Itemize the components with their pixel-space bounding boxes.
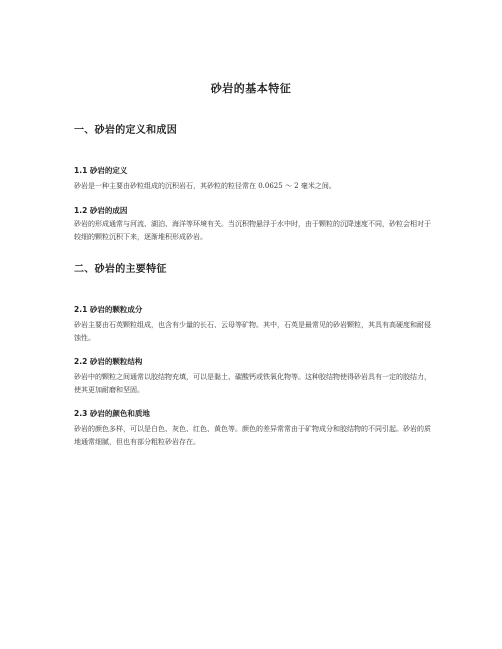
paragraph-1-1: 砂岩是一种主要由砂粒组成的沉积岩石，其砂粒的粒径常在 0.0625 ～ 2 毫米之间。 [74, 182, 336, 190]
subsection-heading-1-1: 1.1 砂岩的定义 [74, 166, 128, 175]
subsection-heading-2-3: 2.3 砂岩的颜色和质地 [74, 409, 150, 418]
subsection-heading-2-1: 2.1 砂岩的颗粒成分 [74, 305, 143, 314]
subsection-heading-1-2: 1.2 砂岩的成因 [74, 206, 128, 215]
section-heading-features: 二、砂岩的主要特征 [74, 264, 167, 275]
document-title: 砂岩的基本特征 [210, 82, 292, 95]
subsection-heading-2-2: 2.2 砂岩的颗粒结构 [74, 357, 143, 366]
paragraph-2-1: 砂岩主要由石英颗粒组成，也含有少量的长石、云母等矿物。其中，石英是最常见的砂岩颗粒，其具有高硬度和耐侵蚀性。 [74, 321, 431, 342]
section-heading-definition: 一、砂岩的定义和成因 [74, 125, 177, 136]
paragraph-2-2: 砂岩中的颗粒之间通常以胶结物充填，可以是黏土、碳酸钙或铁氧化物等。这种胶结物使得砂岩具有一定的胶结力，使其更加耐磨和坚固。 [74, 373, 431, 394]
paragraph-2-3: 砂岩的颜色多样，可以是白色、灰色、红色、黄色等。颜色的差异常常由于矿物成分和胶结物的不同引起。砂岩的质地通常细腻，但也有部分粗粒砂岩存在。 [74, 425, 431, 446]
paragraph-1-2: 砂岩的形成通常与河流、湖泊、海洋等环境有关。当沉积物悬浮于水中时，由于颗粒的沉降速度不同，砂粒会相对于较细的颗粒沉积下来，逐渐堆积形成砂岩。 [74, 220, 431, 241]
